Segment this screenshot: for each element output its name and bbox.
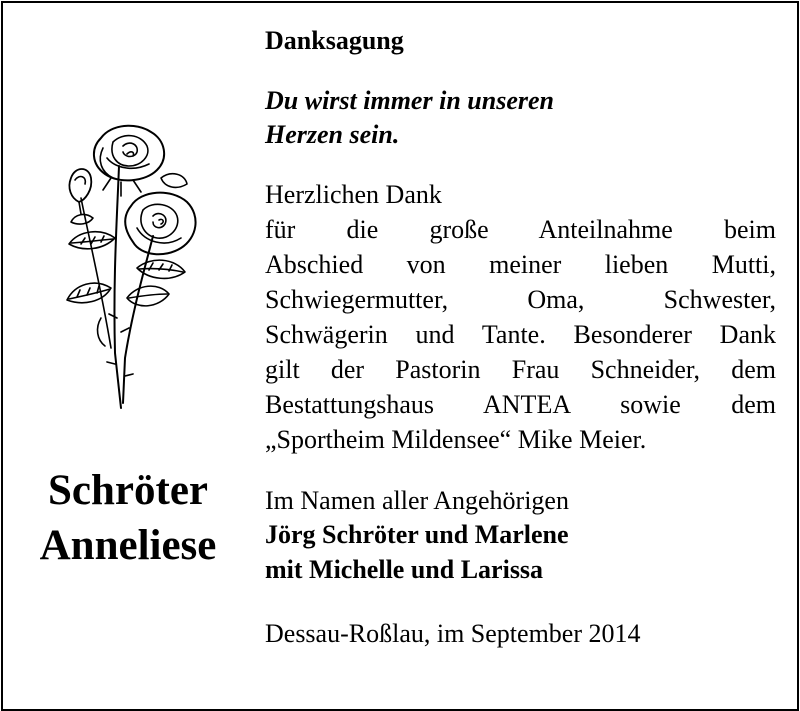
signoff-names: Jörg Schröter und Marlene — [265, 520, 569, 550]
motto-line: Herzen sein. — [265, 119, 400, 149]
motto-line: Du wirst immer in unseren — [265, 86, 554, 116]
obituary-notice — [1, 1, 799, 711]
signoff-names: mit Michelle und Larissa — [265, 554, 544, 584]
thanks-line: für die große Anteilnahme beim — [265, 214, 776, 244]
place-date: Dessau-Roßlau, im September 2014 — [265, 619, 641, 649]
signoff-intro: Im Namen aller Angehörigen — [265, 485, 569, 515]
thanks-line: Schwiegermutter, Oma, Schwester, — [265, 284, 776, 314]
left-column — [3, 3, 253, 709]
thanks-text — [265, 178, 776, 458]
thanks-line: Abschied von meiner lieben Mutti, — [265, 249, 776, 279]
rose-icon — [41, 118, 201, 418]
thanks-line: Herzlichen Dank — [265, 179, 442, 209]
thanks-line: „Sportheim Mildensee“ Mike Meier. — [265, 424, 647, 454]
deceased-given-name: Anneliese — [39, 522, 217, 570]
notice-heading: Danksagung — [265, 26, 404, 55]
deceased-name — [3, 463, 253, 573]
motto — [265, 84, 776, 152]
right-column — [265, 25, 776, 651]
thanks-line: Bestattungshaus ANTEA sowie dem — [265, 389, 776, 419]
signoff — [265, 484, 776, 588]
deceased-surname: Schröter — [48, 467, 208, 514]
thanks-line: gilt der Pastorin Frau Schneider, dem — [265, 354, 776, 384]
thanks-line: Schwägerin und Tante. Besonderer Dank — [265, 319, 776, 349]
